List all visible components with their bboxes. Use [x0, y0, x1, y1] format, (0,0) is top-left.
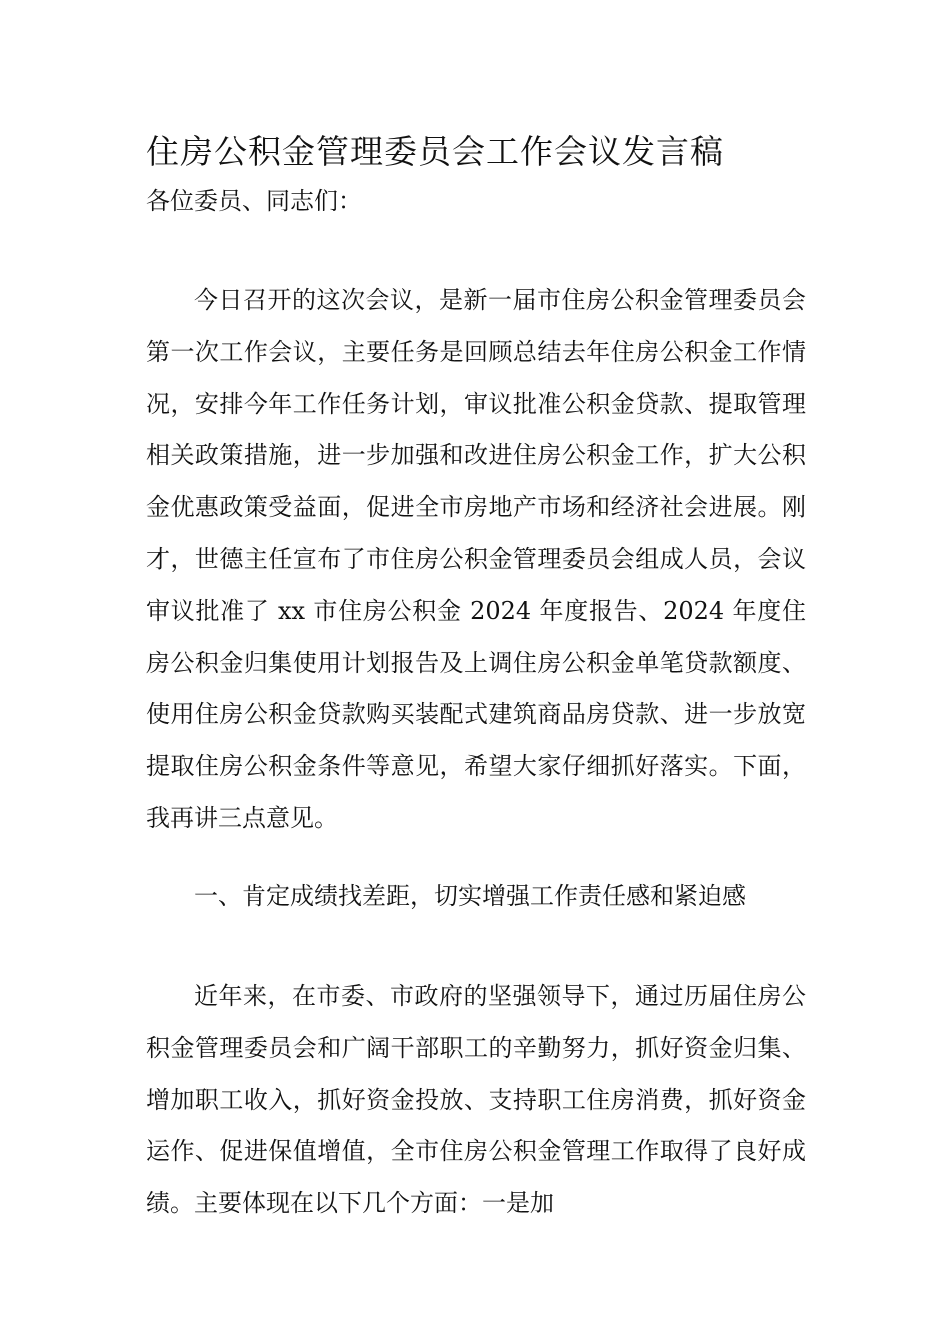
- section-heading: 一、肯定成绩找差距，切实增强工作责任感和紧迫感: [194, 882, 746, 910]
- paragraph-achievements: 近年来，在市委、市政府的坚强领导下，通过历届住房公积金管理委员会和广阔干部职工的辛勤努力，抓好资金归集、增加职工收入，抓好资金投放、支持职工住房消费，抓好资金运作、促进保值增值，全市住房公积金管理工作取得了良好成绩。主要体现在以下几个方面：一是加: [146, 982, 806, 1218]
- paragraph-opening: 今日召开的这次会议，是新一届市住房公积金管理委员会第一次工作会议，主要任务是回顾总结去年住房公积金工作情况，安排今年工作任务计划，审议批准公积金贷款、提取管理相关政策措施，进一步加强和改进住房公积金工作，扩大公积金优惠政策受益面，促进全市房地产市场和经济社会进展。刚才，世德主任宣布了市住房公积金管理委员会组成人员，会议审议批准了 xx 市住房公积金 2024 年度报告、2024 年度住房公积金归集使用计划报告及上调住房公积金单笔贷款额度、使用住房公积金贷款购买装配式建筑商品房贷款、进一步放宽提取住房公积金条件等意见，希望大家仔细抓好落实。下面，我再讲三点意见。: [146, 286, 806, 832]
- salutation: 各位委员、同志们：: [146, 187, 362, 215]
- document-title: 住房公积金管理委员会工作会议发言稿: [146, 132, 724, 171]
